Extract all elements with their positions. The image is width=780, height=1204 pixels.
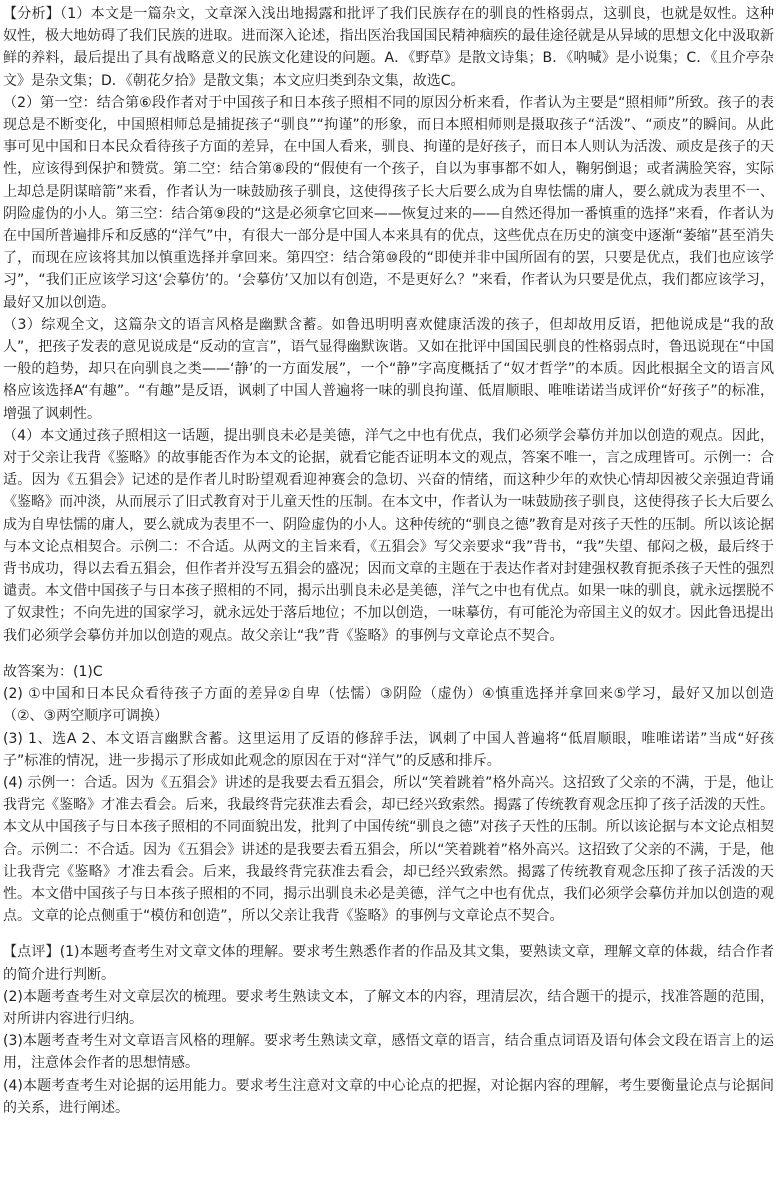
analysis-paragraph-2: （2）第一空：结合第⑥段作者对于中国孩子和日本孩子照相不同的原因分析来看，作者认为主要是“照相师”所致。孩子的表现总是不断变化，中国照相师总是捕捉孩子“驯良”“拘谨”的形象，而日本照相师则是摄取孩子“活泼”、“顽皮”的瞬间。从此事可见中国和日本民众看待孩子方面的差异，在中国人看来，驯良、拘谨的是好孩子，而日本人则认为活泼、顽皮是孩子的天性，应该得到保护和赞赏。第二空：结合第⑧段的“假使有一个孩子，自以为事事都不如人，鞠躬倒退；或者满脸笑容，实际上却总是阴谋暗箭”来看，作者认为一味鼓励孩子驯良，这使得孩子长大后要么成为自卑怯懦的庸人，要么就成为表里不一、阴险虚伪的小人。第三空：结合第⑨段的“这是必须拿它回来——恢复过来的——自然还得加一番慎重的选择”来看，作者认为在中国所普遍排斥和反感的“洋气”中，有很大一部分是中国人本来具有的优点，这些优点在历史的演变中逐渐“萎缩”甚至消失了，而现在应该将其加以慎重选择并拿回来。第四空：结合第⑩段的“即使并非中国所固有的罢，只要是优点，我们也应该学习”，“我们正应该学习这‘会摹仿’的。‘会摹仿’又加以有创造，不是更好么？”来看，作者认为只要是优点，我们都应该学习，最好又加以创造。 — [3, 94, 775, 311]
analysis-paragraph-1: 【分析】（1）本文是一篇杂文，文章深入浅出地揭露和批评了我们民族存在的驯良的性格弱点，这驯良，也就是奴性。这种奴性，极大地妨碍了我们民族的进取。进而深入论述，指出医治我国国民精神痼疾的最佳途径就是从异域的思想文化中汲取新鲜的养料，最后提出了具有战略意义的民族文化建设的问题。A．《野草》是散文诗集；B．《呐喊》是小说集；C．《且介亭杂文》是杂文集；D．《朝花夕拾》是散文集；本文应归类到杂文集，故选C。 — [3, 6, 774, 89]
answer-section — [3, 661, 774, 927]
answer-line-3: (3) 1、选A 2、本文语言幽默含蓄。这里运用了反语的修辞手法，讽刺了中国人普遍将“低眉顺眼，唯唯诺诺”当成“好孩子”标准的情况，进一步揭示了形成如此观念的原因在于对“洋气”的反感和排斥。 — [3, 730, 774, 769]
comment-line-4: (4)本题考查考生对论据的运用能力。要求考生注意对文章的中心论点的把握，对论据内容的理解，考生要衡量论点与论据间的关系，进行阐述。 — [3, 1077, 774, 1116]
answer-line-4: (4) 示例一：合适。因为《五猖会》讲述的是我要去看五猖会，所以“笑着跳着”格外高兴。这招致了父亲的不满，于是，他让我背完《鉴略》才准去看会。后来，我最终背完获准去看会，却已经兴致索然。揭露了传统教育观念压抑了孩子活泼的天性。本文从中国孩子与日本孩子照相的不同面貌出发，批判了中国传统“驯良之德”对孩子天性的压制。所以该论据与本文论点相契合。示例二：不合适。因为《五猖会》讲述的是我要去看五猖会，所以“笑着跳着”格外高兴。这招致了父亲的不满，于是，他让我背完《鉴略》才准去看会。后来，我最终背完获准去看会，却已经兴致索然。揭露了传统教育观念压抑了孩子活泼的天性。本文借中国孩子与日本孩子照相的不同，揭示出驯良未必是美德，洋气之中也有优点，我们必须学会摹仿并加以创造的观点。文章的论点侧重于“模仿和创造”，所以父亲让我背《鉴略》的事例与文章论点不契合。 — [3, 774, 774, 925]
analysis-section — [3, 3, 774, 647]
comment-line-3: (3)本题考查考生对文章语言风格的理解。要求考生熟读文章，感悟文章的语言，结合重点词语及语句体会文段在语言上的运用，注意体会作者的思想情感。 — [3, 1033, 774, 1072]
answer-line-2: (2) ①中国和日本民众看待孩子方面的差异②自卑（怯懦）③阴险（虚伪）④慎重选择并拿回来⑤学习，最好又加以创造（②、③两空顺序可调换） — [3, 686, 774, 725]
comment-section — [3, 941, 774, 1119]
analysis-paragraph-4: （4）本文通过孩子照相这一话题，提出驯良未必是美德，洋气之中也有优点，我们必须学会摹仿并加以创造的观点。因此，对于父亲让我背《鉴略》的故事能否作为本文的论据，就看它能否证明本文的观点，答案不唯一，言之成理皆可。示例一：合适。因为《五猖会》记述的是作者儿时盼望观看迎神赛会的急切、兴奋的情绪，而这种少年的欢快心情却因被父亲强迫背诵《鉴略》而冲淡，从而展示了旧式教育对于儿童天性的压制。在本文中，作者认为一味鼓励孩子驯良，这使得孩子长大后要么成为自卑怯懦的庸人，要么就成为表里不一、阴险虚伪的小人。这种传统的“驯良之德”教育是对孩子天性的压制。所以该论据与本文论点相契合。示例二：不合适。从两文的主旨来看，《五猖会》写父亲要求“我”背书，“我”失望、郁闷之极，最后终于背书成功，得以去看五猖会，但作者并没写五猖会的盛况；因而文章的主题在于表达作者对封建强权教育扼杀孩子天性的强烈谴责。本文借中国孩子与日本孩子照相的不同，揭示出驯良未必是美德，洋气之中也有优点。如果一味的驯良，就永远摆脱不了奴隶性；不向先进的国家学习，就永远处于落后地位；不加以创造，一味摹仿，有可能沦为帝国主义的奴才。因此鲁迅提出我们必须学会摹仿并加以创造的观点。故父亲让“我”背《鉴略》的事例与文章论点不契合。 — [3, 427, 774, 644]
answer-line-1: 故答案为：(1)C — [3, 663, 103, 680]
comment-line-1: 【点评】(1)本题考查考生对文章文体的理解。要求考生熟悉作者的作品及其文集，要熟读文章，理解文章的体裁，结合作者的简介进行判断。 — [3, 944, 774, 983]
analysis-paragraph-3: （3）综观全文，这篇杂文的语言风格是幽默含蓄。如鲁迅明明喜欢健康活泼的孩子，但却故用反语，把他说成是“我的敌人”，把孩子发表的意见说成是“反动的宣言”，语气显得幽默诙谐。又如在批评中国国民驯良的性格弱点时，鲁迅说现在“中国一般的趋势，却只在向驯良之类——‘静’的一方面发展”，一个“静”字高度概括了“奴才哲学”的本质。因此根据全文的语言风格应该选择A“有趣”。“有趣”是反语，讽刺了中国人普遍将一味的驯良拘谨、低眉顺眼、唯唯诺诺当成评价“好孩子”的标准，增强了讽刺性。 — [3, 316, 775, 422]
comment-line-2: (2)本题考查考生对文章层次的梳理。要求考生熟读文本，了解文本的内容，理清层次，结合题干的提示，找准答题的范围，对所讲内容进行归纳。 — [3, 988, 774, 1027]
